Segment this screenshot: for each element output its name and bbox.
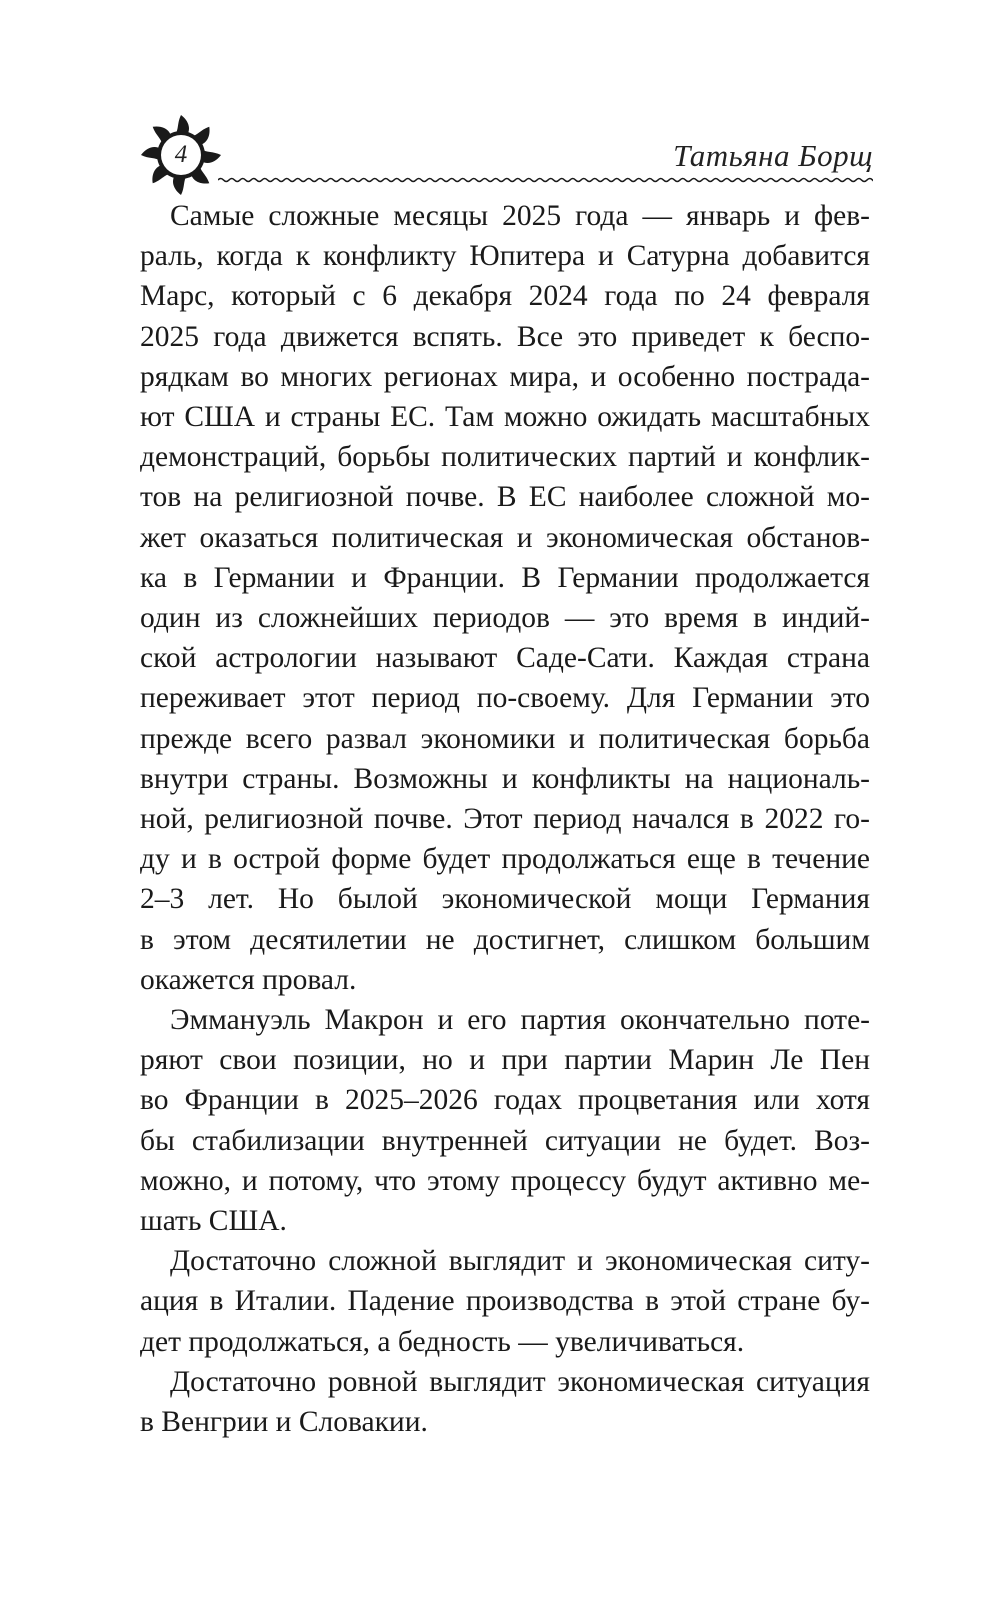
text-line: Марс, который с 6 декабря 2024 года по 24 февраля [140,280,870,313]
text-line: шать США. [140,1205,287,1238]
text-line: дет продолжаться, а бедность — увеличиваться. [140,1325,745,1358]
text-line: Эммануэль Макрон и его партия окончательно поте- [170,1004,870,1037]
text-line: Достаточно ровной выглядит экономическая ситуация [170,1365,870,1398]
text-line: ной, религиозной почве. Этот период начался в 2022 го- [140,803,870,836]
text-line: ация в Италии. Падение производства в этой стране бу- [140,1285,870,1318]
text-line: ской астрологии называют Саде-Сати. Каждая страна [140,642,870,675]
text-line: раль, когда к конфликту Юпитера и Сатурна добавится [140,240,870,273]
text-line: переживает этот период по-своему. Для Германии это [140,682,870,715]
text-line: рядкам во многих регионах мира, и особенно пострада- [140,360,870,393]
text-line: ду и в острой форме будет продолжаться еще в течение [140,843,870,876]
paragraph [140,1000,870,1241]
wavy-divider [218,174,873,186]
text-line: Достаточно сложной выглядит и экономическая ситу- [170,1245,870,1278]
text-line: Самые сложные месяцы 2025 года — январь и фев- [170,200,870,232]
text-line: один из сложнейших периодов — это время в индий- [140,602,870,635]
running-title: Татьяна Борщ [673,138,873,173]
text-line: в этом десятилетии не достигнет, слишком большим [140,923,870,956]
text-line: окажется провал. [140,963,357,996]
text-line: жет оказаться политическая и экономическая обстанов- [140,521,870,554]
text-line: внутри страны. Возможны и конфликты на националь- [140,762,870,795]
page-number: 4 [174,141,188,168]
text-line: тов на религиозной почве. В ЕС наиболее сложной мо- [140,481,870,514]
paragraph [140,1362,870,1442]
text-line: ряют свои позиции, но и при партии Марин Ле Пен [140,1044,870,1077]
text-line: в Венгрии и Словакии. [140,1406,428,1439]
text-line: ка в Германии и Франции. В Германии продолжается [140,561,870,594]
text-line: демонстраций, борьбы политических партий и конфлик- [140,441,870,474]
paragraph [140,1241,870,1362]
text-line: можно, и потому, что этому процессу будут активно ме- [140,1164,870,1197]
body-text [140,196,870,1442]
text-line: бы стабилизации внутренней ситуации не будет. Воз- [140,1124,870,1157]
text-line: 2–3 лет. Но былой экономической мощи Германия [140,883,870,916]
text-line: во Франции в 2025–2026 годах процветания или хотя [140,1084,870,1117]
paragraph [140,196,870,1000]
text-line: прежде всего развал экономики и политическая борьба [140,722,870,755]
text-line: 2025 года движется вспять. Все это приведет к беспо- [140,320,870,353]
text-line: ют США и страны ЕС. Там можно ожидать масштабных [140,401,870,434]
